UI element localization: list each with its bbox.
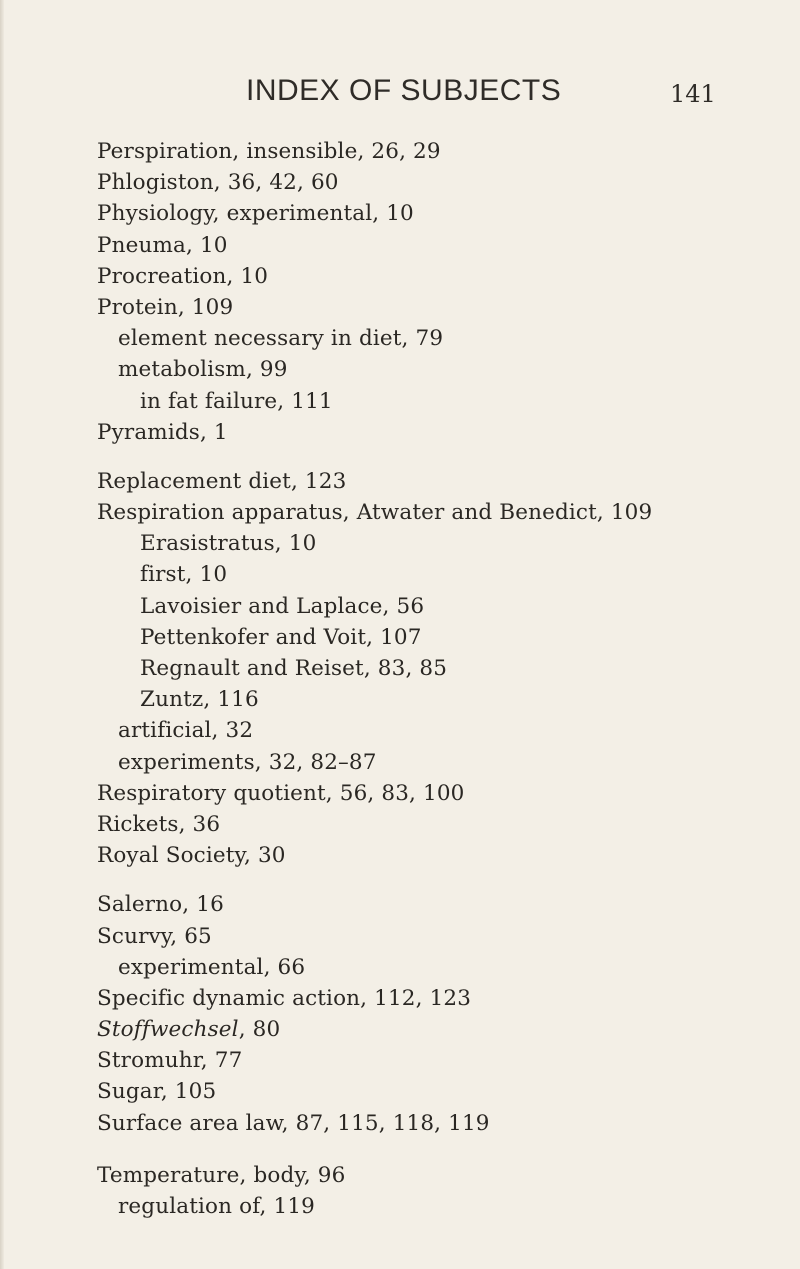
page-edge [0,0,4,1269]
index-subentry: element necessary in diet, 79 [118,326,444,352]
subject-index [97,136,787,1222]
index-subsubentry: Regnault and Reiset, 83, 85 [140,656,448,681]
index-entry: Protein, 109 [97,294,234,320]
index-entry: Respiratory quotient, 56, 83, 100 [97,780,465,806]
letter-group-gap [97,1139,787,1160]
index-subsubentry: first, 10 [140,562,228,588]
index-entry: Respiration apparatus, Atwater and Benedict, 109 [97,500,653,526]
index-entry: Surface area law, 87, 115, 118, 119 [97,1110,490,1136]
index-entry: Stromuhr, 77 [97,1048,243,1074]
index-subsubentry: Lavoisier and Laplace, 56 [140,593,425,619]
page-title: INDEX OF SUBJECTS [246,74,562,107]
index-entry: Scurvy, 65 [97,923,212,949]
index-subentry: artificial, 32 [118,718,254,744]
page-number: 141 [670,80,716,108]
index-entry: Physiology, experimental, 10 [97,201,414,227]
index-entry: Pneuma, 10 [97,232,228,258]
index-entry: Perspiration, insensible, 26, 29 [97,139,441,164]
index-entry: Procreation, 10 [97,263,269,289]
index-subsubentry: Zuntz, 116 [140,687,259,713]
index-term-italic: Stoffwechsel [97,1017,239,1043]
index-entry: Temperature, body, 96 [97,1162,346,1188]
page-header [0,74,800,114]
index-entry: Royal Society, 30 [97,843,286,869]
index-subentry: regulation of, 119 [118,1194,315,1219]
letter-group-gap [97,448,787,466]
index-subsubentry: Erasistratus, 10 [140,531,317,557]
index-entry: Pyramids, 1 [97,419,228,445]
index-entry: Salerno, 16 [97,892,224,918]
index-subentry: experimental, 66 [118,954,306,980]
index-entry [97,1014,787,1045]
index-entry: Rickets, 36 [97,811,221,837]
index-subsubentry: in fat failure, 111 [140,388,333,414]
index-entry: Specific dynamic action, 112, 123 [97,985,472,1011]
index-subentry: metabolism, 99 [118,357,288,383]
index-subsubentry: Pettenkofer and Voit, 107 [140,624,422,650]
index-entry: Replacement diet, 123 [97,468,347,494]
index-locator: , 80 [238,1017,281,1043]
index-entry: Phlogiston, 36, 42, 60 [97,170,339,196]
letter-group-gap [97,871,787,889]
index-entry: Sugar, 105 [97,1079,217,1105]
index-subentry: experiments, 32, 82–87 [118,749,377,775]
